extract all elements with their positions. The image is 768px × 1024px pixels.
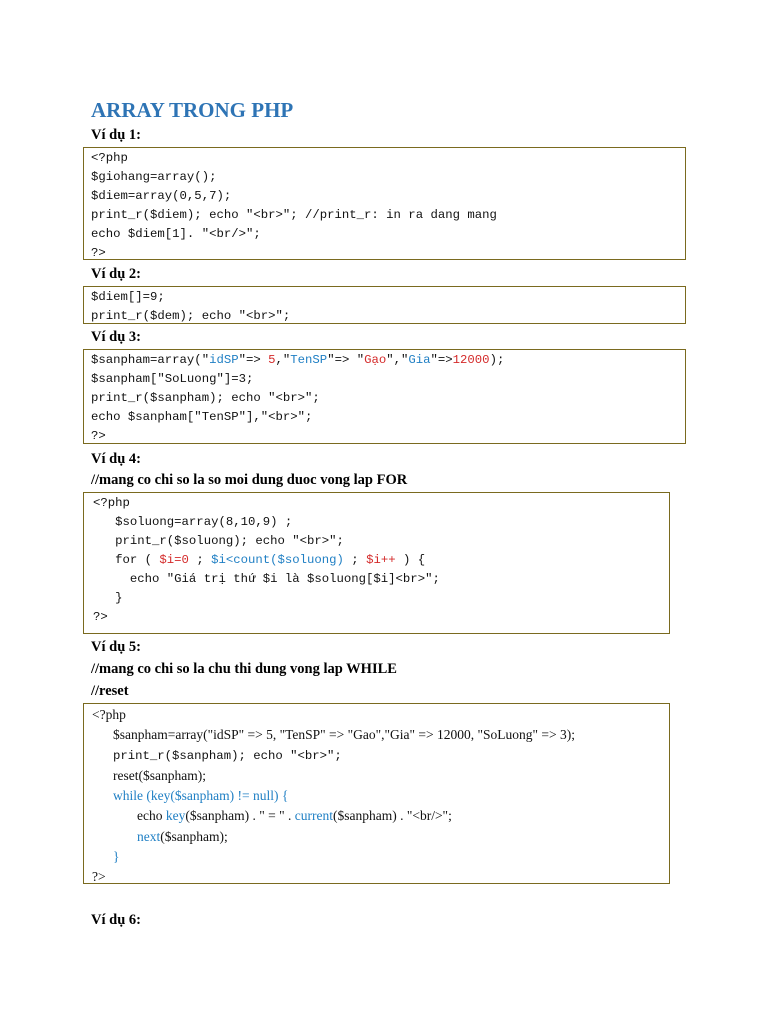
code-line: print_r($soluong); echo "<br>"; (93, 534, 344, 548)
code-line: } (93, 591, 123, 605)
code-line: $giohang=array(); (91, 170, 217, 184)
code-line: reset($sanpham); (113, 767, 206, 783)
example-6-label: Ví dụ 6: (91, 912, 141, 928)
code-line: <?php (92, 707, 126, 722)
example-2-label: Ví dụ 2: (91, 266, 141, 282)
code-line: ?> (91, 246, 106, 260)
code-line: $soluong=array(8,10,9) ; (93, 515, 293, 529)
code-token: 5 (260, 353, 276, 367)
code-token: Gia (408, 353, 431, 367)
code-token: 12000 (452, 353, 490, 367)
code-token: $i++ (366, 553, 396, 567)
example-5-label: Ví dụ 5: (91, 639, 141, 655)
code-block-4 (83, 492, 670, 634)
example-4-label: Ví dụ 4: (91, 451, 141, 467)
code-line: ?> (92, 869, 106, 885)
page-title: ARRAY TRONG PHP (91, 98, 294, 122)
example-5-note: //mang co chi so la chu thi dung vong lap WHILE (91, 661, 397, 677)
code-line: print_r($dem); echo "<br>"; (91, 309, 291, 323)
code-line: <?php (93, 496, 130, 510)
example-1-label: Ví dụ 1: (91, 127, 141, 143)
example-3-label: Ví dụ 3: (91, 329, 141, 345)
code-line: $sanpham["SoLuong"]=3; (91, 372, 254, 386)
code-token: TenSP (290, 353, 328, 367)
code-line: ?> (91, 429, 106, 443)
code-line: } (113, 849, 120, 865)
code-block-2 (83, 286, 686, 324)
code-line: $sanpham=array("idSP" => 5, "TenSP" => "Gao","Gia" => 12000, "SoLuong" => 3); (113, 727, 576, 743)
example-5-note-reset: //reset (91, 683, 129, 699)
code-token: $i<count($soluong) (211, 553, 344, 567)
code-line: print_r($diem); echo "<br>"; //print_r: in ra dang mang (91, 208, 497, 222)
code-line-highlighted: next($sanpham); (137, 828, 228, 844)
code-token: current (294, 808, 333, 824)
code-token: $i=0 (159, 553, 189, 567)
code-line-highlighted: echo key($sanpham) . " = " . current($sanpham) . "<br/>"; (137, 808, 452, 824)
code-line: print_r($sanpham); echo "<br>"; (113, 748, 342, 763)
code-line: echo "Giá trị thứ $i là $soluong[$i]<br>"; (93, 572, 440, 586)
code-line-highlighted: $sanpham=array("idSP"=> 5,"TenSP"=> "Gạo","Gia"=>12000); (91, 353, 505, 367)
code-block-5 (83, 703, 670, 884)
code-line-highlighted: for ( $i=0 ; $i<count($soluong) ; $i++ ) { (93, 553, 426, 567)
code-token: next (137, 828, 161, 844)
code-line: $diem[]=9; (91, 290, 165, 304)
code-token: idSP (209, 353, 239, 367)
code-line: $diem=array(0,5,7); (91, 189, 232, 203)
example-4-note: //mang co chi so la so moi dung duoc vong lap FOR (91, 472, 408, 488)
code-block-3 (83, 349, 686, 444)
code-block-1 (83, 147, 686, 260)
code-token: key (150, 788, 171, 804)
code-line: print_r($sanpham); echo "<br>"; (91, 391, 320, 405)
code-token: key (165, 808, 186, 824)
code-token: Gạo (364, 353, 387, 367)
code-line: echo $sanpham["TenSP"],"<br>"; (91, 410, 313, 424)
code-line: ?> (93, 610, 108, 624)
code-line-highlighted: while (key($sanpham) != null) { (113, 788, 289, 804)
code-line: echo $diem[1]. "<br/>"; (91, 227, 261, 241)
code-line: <?php (91, 151, 128, 165)
